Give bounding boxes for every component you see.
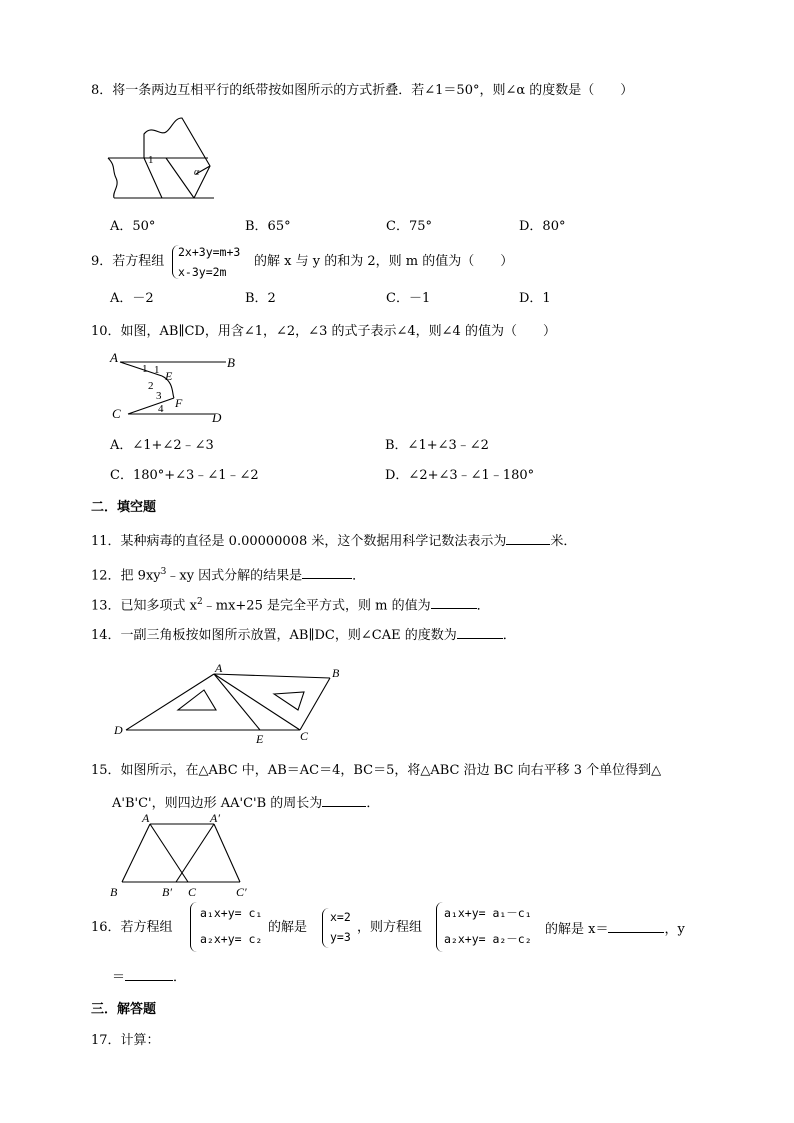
q11-line [91, 532, 576, 550]
q10-option-a: A．∠1+∠2﹣∠3 [110, 438, 214, 453]
q15-label-B2: B′ [162, 885, 172, 899]
q8-stem: 8．将一条两边互相平行的纸带按如图所示的方式折叠．若∠1＝50°，则∠α 的度数是（ ） [91, 83, 634, 98]
q10-label-1a: 1 [142, 363, 148, 375]
q13-sup: 2 [197, 597, 203, 607]
q10-label-D: D [212, 410, 222, 425]
q15-line2 [112, 794, 379, 812]
q16-sys1-eq2: a₂x+y= c₂ [200, 932, 263, 946]
q11-text: 11．某种病毒的直径是 0.00000008 米，这个数据用科学记数法表示为 [91, 534, 507, 549]
q8-option-c: C．75° [386, 219, 432, 234]
q10-label-B: B [227, 355, 235, 370]
q13-after: ． [476, 598, 490, 614]
q13-mid: ﹣mx+25 是完全平方式，则 m 的值为 [202, 598, 431, 614]
q10-label-C: C [112, 406, 121, 421]
q14-text: 14．一副三角板按如图所示放置，AB∥DC，则∠CAE 的度数为 [91, 628, 457, 643]
q16-prefix: 16．若方程组 [91, 920, 173, 935]
q9-suffix: 的解 x 与 y 的和为 2，则 m 的值为（ ） [254, 254, 514, 269]
q12-blank [302, 566, 352, 579]
q11-after: 米． [550, 534, 577, 549]
q8-option-b: B．65° [245, 219, 291, 234]
section-fill-in-title: 二．填空题 [91, 500, 157, 515]
q16-tail: ，y [664, 922, 685, 937]
q15-after: ． [366, 796, 380, 811]
q10-option-b: B．∠1+∠3﹣∠2 [385, 438, 489, 453]
q10-option-c: C．180°+∠3﹣∠1﹣∠2 [110, 468, 259, 483]
q16-mid3: 的解是 x＝ [545, 922, 609, 937]
q10-label-E: E [165, 369, 173, 383]
q8-option-a: A．50° [110, 219, 156, 234]
q10-label-4: 4 [158, 403, 164, 415]
q12-mid: ﹣xy 因式分解的结果是 [166, 568, 303, 584]
q16-brace-2 [322, 908, 329, 948]
q14-figure [112, 662, 348, 746]
q9-eq2: x-3y=2m [178, 265, 227, 279]
q15-label-C2: C′ [236, 885, 247, 899]
q15-figure [106, 812, 266, 900]
q10-label-F: F [175, 396, 183, 410]
q9-option-b: B．2 [245, 291, 276, 306]
q8-label-1: 1 [148, 154, 154, 166]
q16-sol-x: x=2 [330, 910, 351, 924]
q10-label-A: A [110, 350, 118, 365]
q16-sys1-eq1: a₁x+y= c₁ [200, 906, 263, 920]
q12-line [91, 564, 365, 584]
q8-option-d: D．80° [519, 219, 566, 234]
q15-label-A: A [142, 811, 150, 825]
q10-figure [110, 352, 240, 428]
q10-option-d: D．∠2+∠3﹣∠1﹣180° [385, 468, 535, 483]
q9-option-a: A．－2 [110, 291, 154, 306]
q15-label-A2: A′ [210, 811, 220, 825]
q15-line1: 15．如图所示，在△ABC 中，AB＝AC＝4，BC＝5，将△ABC 沿边 BC 向右平移 3 个单位得到△ [91, 763, 662, 778]
q16-y-blank [125, 968, 173, 981]
q15-label-C: C [188, 885, 197, 899]
q16-brace-3 [436, 902, 443, 952]
q14-label-B: B [332, 666, 340, 680]
q11-blank [506, 532, 550, 545]
q9-option-c: C．－1 [386, 291, 431, 306]
q12-sup: 3 [160, 567, 167, 577]
q9-eq1: 2x+3y=m+3 [178, 245, 241, 259]
q13-prefix: 13．已知多项式 x [91, 598, 198, 614]
q14-after: ． [502, 628, 516, 643]
q16-mid2: ，则方程组 [357, 920, 423, 935]
q16-brace-1 [190, 902, 197, 952]
q10-stem: 10．如图，AB∥CD，用含∠1，∠2，∠3 的式子表示∠4，则∠4 的值为（ ） [91, 324, 556, 339]
q13-blank [431, 596, 477, 609]
q14-label-A: A [215, 661, 223, 675]
q14-label-E: E [256, 732, 264, 746]
q9-option-d: D．1 [519, 291, 551, 306]
q10-label-3: 3 [156, 390, 162, 402]
q14-label-D: D [114, 723, 123, 737]
q13-line [91, 594, 490, 614]
q16-sys2-eq1: a₁x+y= a₁－c₁ [444, 906, 532, 920]
q16-line2: ＝ [112, 970, 126, 985]
q12-prefix: 12．把 9xy [91, 568, 161, 584]
q17-text: 17．计算： [91, 1033, 160, 1048]
q15-label-B: B [110, 885, 118, 899]
q8-figure [104, 114, 216, 204]
q12-after: ． [352, 568, 366, 584]
q16-mid1: 的解是 [268, 920, 308, 935]
q10-label-1b: 1 [154, 364, 160, 376]
q14-label-C: C [300, 729, 309, 743]
q16-y-line [112, 968, 186, 986]
q16-sys2-eq2: a₂x+y= a₂－c₂ [444, 932, 532, 946]
section-answer-title: 三．解答题 [91, 1002, 157, 1017]
q16-after: ． [173, 970, 187, 985]
q14-blank [457, 626, 503, 639]
q9-prefix: 9．若方程组 [91, 254, 165, 269]
q14-line [91, 626, 516, 644]
q15-blank [322, 794, 366, 807]
q16-x-blank [608, 920, 664, 933]
q16-sol-y: y=3 [330, 930, 351, 944]
q16-x-line [545, 920, 685, 938]
q10-label-2: 2 [148, 380, 154, 392]
q8-label-alpha: α [194, 167, 200, 178]
q15-line2-text: A'B'C'，则四边形 AA'C'B 的周长为 [112, 796, 323, 811]
